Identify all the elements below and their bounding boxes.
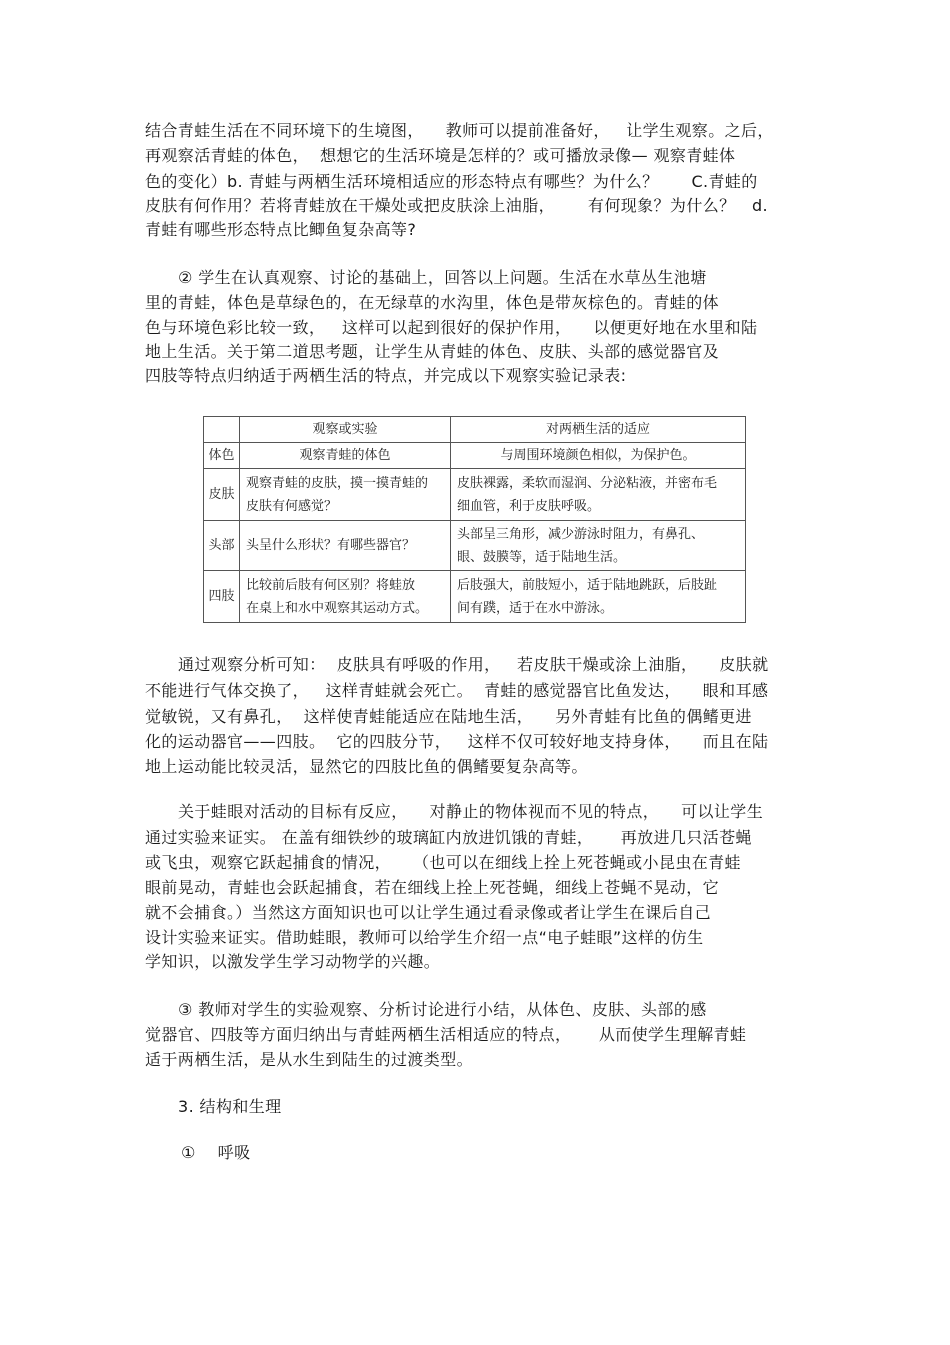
text-line: 化的运动器官——四肢。 它的四肢分节， 这样不仅可较好地支持身体， 而且在陆 [145,732,769,751]
row-header-cell: 体色 [204,443,240,469]
table-cell [451,469,746,521]
table-cell [240,469,451,521]
cell-text: 观察青蛙的皮肤，摸一摸青蛙的 [246,475,429,491]
table-cell [240,521,451,571]
cell-text: 后肢强大，前肢短小，适于陆地跳跃，后肢趾 [457,577,718,593]
text-line: 四肢等特点归纳适于两栖生活的特点，并完成以下观察实验记录表: [145,366,627,385]
cell-text: 头呈什么形状？有哪些器官？ [246,538,416,553]
table-cell [451,521,746,571]
cell-text: 眼、鼓膜等，适于陆地生活。 [457,549,627,565]
text-line: 不能进行气体交换了， 这样青蛙就会死亡。 青蛙的感觉器官比鱼发达， 眼和耳感 [145,681,769,700]
cell-text: 与周围环境颜色相似，为保护色。 [500,448,696,463]
text-line: 再观察活青蛙的体色， 想想它的生活环境是怎样的？或可播放录像— 观察青蛙体 [145,146,736,165]
cell-text: 比较前后肢有何区别？将蛙放 [246,577,416,593]
table-row [204,469,746,521]
text-line: 关于蛙眼对活动的目标有反应， 对静止的物体视而不见的特点， 可以让学生 [178,802,764,821]
text-line: 皮肤有何作用？若将青蛙放在干燥处或把皮肤涂上油脂， 有何现象？为什么？ d. [145,196,769,215]
cell-text: 头部呈三角形，减少游泳时阻力，有鼻孔、 [457,526,705,542]
text-line: 学知识，以激发学生学习动物学的兴趣。 [145,952,441,971]
cell-text: 皮肤有何感觉？ [246,498,338,514]
text-line: ② 学生在认真观察、讨论的基础上，回答以上问题。生活在水草丛生池塘 [178,268,707,287]
text-line: 就不会捕食。）当然这方面知识也可以让学生通过看录像或者让学生在课后自己 [145,903,712,922]
text-line: 地上运动能比较灵活，显然它的四肢比鱼的偶鳍要复杂高等。 [145,757,588,776]
text-line: 通过观察分析可知： 皮肤具有呼吸的作用， 若皮肤干燥或涂上油脂， 皮肤就 [178,655,769,674]
section-title: 3. 结构和生理 [178,1097,282,1116]
text-line: 或飞虫，观察它跃起捕食的情况， （也可以在细线上拴上死苍蝇或小昆虫在青蛙 [145,853,741,872]
text-line: 里的青蛙，体色是草绿色的，在无绿草的水沟里，体色是带灰棕色的。青蛙的体 [145,293,720,312]
table-row [204,571,746,623]
subsection-title: ① 呼吸 [181,1143,251,1162]
table-header-cell [204,417,240,443]
table-row [204,443,746,469]
row-header-cell: 皮肤 [204,469,240,521]
text-line: 青蛙有哪些形态特点比鲫鱼复杂高等? [145,220,417,239]
text-line: 结合青蛙生活在不同环境下的生境图， 教师可以提前准备好， 让学生观察。之后， [145,121,774,140]
table-cell [240,571,451,623]
table-header-cell: 对两栖生活的适应 [451,417,746,443]
table-header-cell: 观察或实验 [240,417,451,443]
text-line: 地上生活。关于第二道思考题，让学生从青蛙的体色、皮肤、头部的感觉器官及 [145,342,720,361]
cell-text: 皮肤裸露，柔软而湿润、分泌粘液，并密布毛 [457,475,718,491]
table-header-row [204,417,746,443]
text-line: ③ 教师对学生的实验观察、分析讨论进行小结，从体色、皮肤、头部的感 [178,1000,707,1019]
cell-text: 细血管，利于皮肤呼吸。 [457,498,601,514]
row-header-cell: 四肢 [204,571,240,623]
text-line: 色的变化）b. 青蛙与两栖生活环境相适应的形态特点有哪些？为什么？ C.青蛙的 [145,172,758,191]
cell-text: 间有蹼，适于在水中游泳。 [457,600,614,616]
text-line: 色与环境色彩比较一致， 这样可以起到很好的保护作用， 以便更好地在水里和陆 [145,318,758,337]
text-line: 觉器官、四肢等方面归纳出与青蛙两栖生活相适应的特点， 从而使学生理解青蛙 [145,1025,747,1044]
text-line: 眼前晃动，青蛙也会跃起捕食，若在细线上拴上死苍蝇，细线上苍蝇不晃动，它 [145,878,720,897]
table-cell [451,571,746,623]
table-row [204,521,746,571]
text-line: 适于两栖生活，是从水生到陆生的过渡类型。 [145,1050,474,1069]
table-cell [240,443,451,469]
row-header-cell: 头部 [204,521,240,571]
cell-text: 在桌上和水中观察其运动方式。 [246,600,429,616]
table-cell [451,443,746,469]
text-line: 设计实验来证实。借助蛙眼，教师可以给学生介绍一点“电子蛙眼”这样的仿生 [145,928,704,947]
text-line: 觉敏锐，又有鼻孔， 这样使青蛙能适应在陆地生活， 另外青蛙有比鱼的偶鳍更进 [145,707,752,726]
text-line: 通过实验来证实。 在盖有细铁纱的玻璃缸内放进饥饿的青蛙， 再放进几只活苍蝇 [145,828,752,847]
observation-record-table [203,416,746,623]
cell-text: 观察青蛙的体色 [299,448,391,463]
